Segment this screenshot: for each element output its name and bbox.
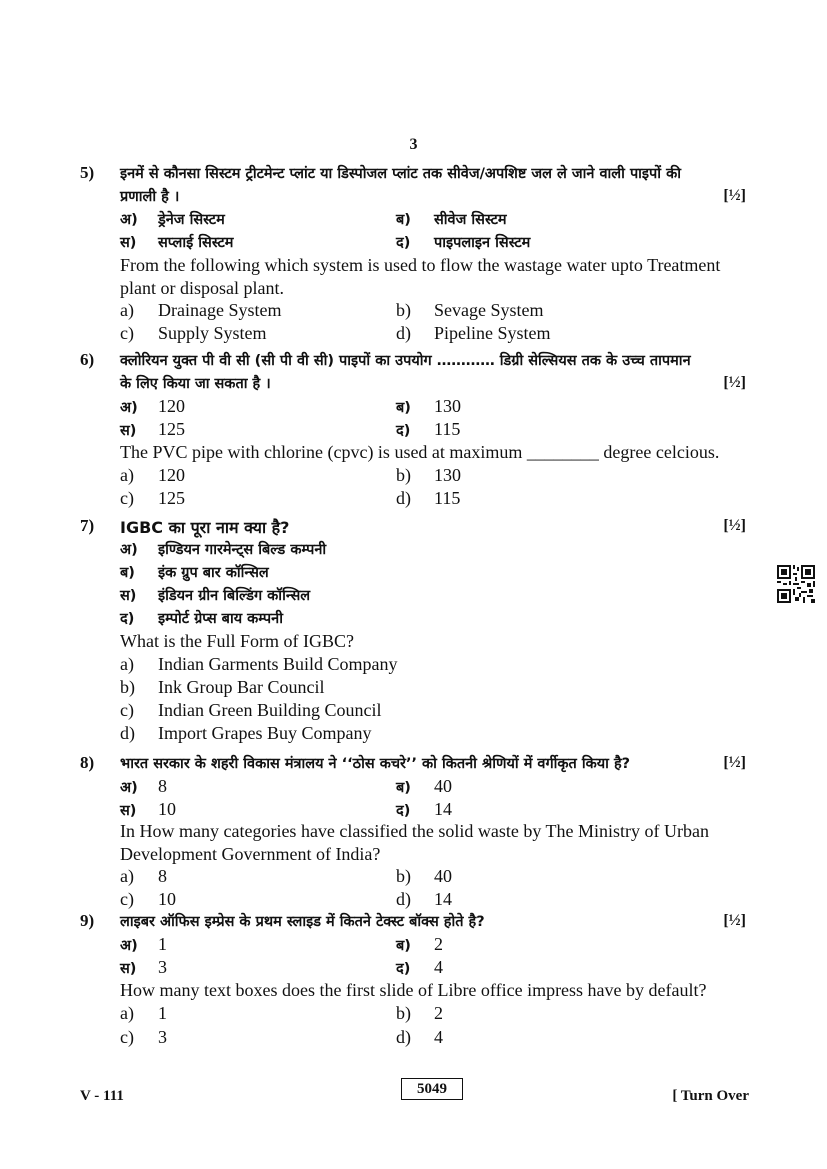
page-number: 3 xyxy=(409,136,418,153)
english-option-a: a) 1 xyxy=(120,1003,167,1023)
hindi-option-b: ब) 2 xyxy=(396,934,443,954)
hindi-question-line: के लिए किया जा सकता है । xyxy=(120,376,271,392)
hindi-option-a: अ) इण्डियन गारमेन्ट्स बिल्ड कम्पनी xyxy=(120,542,327,558)
hindi-option-d: द) इम्पोर्ट ग्रेप्स बाय कम्पनी xyxy=(120,611,283,627)
hindi-option-c: स) 3 xyxy=(120,957,167,977)
english-option-a: a) 120 xyxy=(120,465,185,485)
hindi-option-d: द) 14 xyxy=(396,799,452,819)
english-option-d: d) Pipeline System xyxy=(396,323,551,343)
hindi-question-line: लाइबर ऑफिस इम्प्रेस के प्रथम स्लाइड में कितने टेक्स्ट बॉक्स होते है? xyxy=(120,914,485,930)
english-option-b: b) 2 xyxy=(396,1003,443,1023)
english-question-line: In How many categories have classified the solid waste by The Ministry of Urban xyxy=(120,821,710,841)
hindi-option-a: अ) 120 xyxy=(120,396,185,416)
question-number: 5) xyxy=(80,163,95,182)
hindi-question-line: IGBC का पूरा नाम क्या है? xyxy=(120,518,290,537)
hindi-option-c: स) इंडियन ग्रीन बिल्डिंग कॉन्सिल xyxy=(120,588,311,604)
marks-label: [½] xyxy=(723,754,746,771)
marks-label: [½] xyxy=(723,517,746,534)
question-number: 7) xyxy=(80,516,95,535)
hindi-option-b: ब) इंक ग्रुप बार कॉन्सिल xyxy=(120,565,269,581)
english-question-line: plant or disposal plant. xyxy=(120,278,284,298)
english-option-a: a) Drainage System xyxy=(120,300,282,320)
hindi-option-d: द) 115 xyxy=(396,419,461,439)
english-option-b: b) 40 xyxy=(396,866,452,886)
english-option-c: c) 125 xyxy=(120,488,185,508)
english-option-b: b) Sevage System xyxy=(396,300,544,320)
english-question-line: How many text boxes does the first slide of Libre office impress have by default? xyxy=(120,980,707,1000)
qr-code-icon xyxy=(777,565,815,603)
hindi-option-a: अ) ड्रेनेज सिस्टम xyxy=(120,212,225,228)
marks-label: [½] xyxy=(723,374,746,391)
hindi-option-c: स) सप्लाई सिस्टम xyxy=(120,235,234,251)
english-option-c: c) Supply System xyxy=(120,323,267,343)
english-question-line: Development Government of India? xyxy=(120,844,381,864)
hindi-option-a: अ) 1 xyxy=(120,934,167,954)
english-question-line: From the following which system is used to flow the wastage water upto Treatment xyxy=(120,255,721,275)
hindi-option-d: द) 4 xyxy=(396,957,443,977)
english-option-d: d) Import Grapes Buy Company xyxy=(120,723,372,743)
english-option-c: c) Indian Green Building Council xyxy=(120,700,382,720)
english-option-b: b) Ink Group Bar Council xyxy=(120,677,325,697)
english-option-d: d) 115 xyxy=(396,488,461,508)
hindi-option-b: ब) सीवेज सिस्टम xyxy=(396,212,507,228)
question-number: 6) xyxy=(80,350,95,369)
turn-over-label: [ Turn Over xyxy=(672,1088,749,1104)
hindi-option-d: द) पाइपलाइन सिस्टम xyxy=(396,235,531,251)
hindi-option-b: ब) 40 xyxy=(396,776,452,796)
english-option-c: c) 10 xyxy=(120,889,176,909)
question-number: 9) xyxy=(80,911,95,930)
hindi-option-c: स) 10 xyxy=(120,799,176,819)
english-option-a: a) Indian Garments Build Company xyxy=(120,654,398,674)
hindi-option-c: स) 125 xyxy=(120,419,185,439)
hindi-option-b: ब) 130 xyxy=(396,396,461,416)
question-number: 8) xyxy=(80,753,95,772)
paper-code: V - 111 xyxy=(80,1088,124,1104)
english-option-d: d) 14 xyxy=(396,889,452,909)
hindi-question-line: इनमें से कौनसा सिस्टम ट्रीटमेन्ट प्लांट या डिस्पोजल प्लांट तक सीवेज/अपशिष्ट जल ले जाने वाली पाइपों की xyxy=(120,166,681,182)
marks-label: [½] xyxy=(723,912,746,929)
english-option-c: c) 3 xyxy=(120,1027,167,1047)
english-question-line: What is the Full Form of IGBC? xyxy=(120,631,354,651)
marks-label: [½] xyxy=(723,187,746,204)
page-serial-box: 5049 xyxy=(401,1078,463,1100)
hindi-question-line: प्रणाली है । xyxy=(120,189,180,205)
hindi-question-line: भारत सरकार के शहरी विकास मंत्रालय ने ‘‘ठोस कचरे’’ को कितनी श्रेणियों में वर्गीकृत किया है? xyxy=(120,756,631,772)
english-question-line: The PVC pipe with chlorine (cpvc) is used at maximum ________ degree celcious. xyxy=(120,442,720,462)
hindi-question-line: क्लोरियन युक्त पी वी सी (सी पी वी सी) पाइपों का उपयोग ………… डिग्री सेल्सियस तक के उच्च तापमान xyxy=(120,353,691,369)
english-option-d: d) 4 xyxy=(396,1027,443,1047)
hindi-option-a: अ) 8 xyxy=(120,776,167,796)
english-option-b: b) 130 xyxy=(396,465,461,485)
english-option-a: a) 8 xyxy=(120,866,167,886)
